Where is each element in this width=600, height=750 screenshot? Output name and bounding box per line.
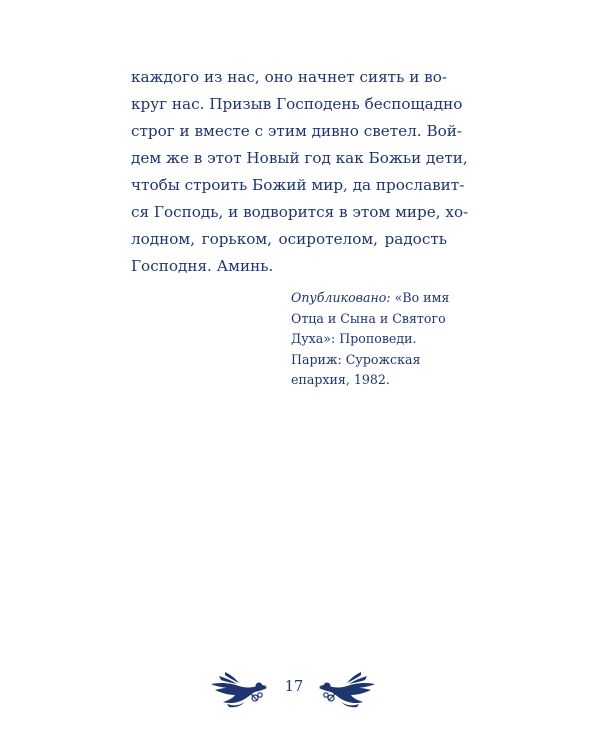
citation-line: Париж: Сурожская <box>291 351 421 367</box>
citation-line <box>291 288 461 309</box>
citation-title-start: «Во имя <box>390 290 450 305</box>
publication-note <box>291 288 461 391</box>
text-line: Господня. Аминь. <box>131 257 274 275</box>
page-footer <box>0 666 600 710</box>
text-line: чтобы строить Божий мир, да прославит- <box>131 176 465 194</box>
citation-label: Опубликовано: <box>291 290 391 305</box>
text-line: каждого из нас, оно начнет сиять и во- <box>131 68 447 86</box>
text-line: лодном, горьком, осиротелом, радость <box>131 230 447 248</box>
page-number: 17 <box>284 679 304 695</box>
sermon-text <box>131 64 469 280</box>
text-line: строг и вместе с этим дивно светел. Вой- <box>131 122 463 140</box>
citation-line: епархия, 1982. <box>291 372 390 387</box>
citation-line: Отца и Сына и Святого <box>291 310 446 326</box>
text-line: дем же в этот Новый год как Божьи дети, <box>131 149 468 167</box>
text-line: ся Господь, и водворится в этом мире, хо- <box>131 203 469 221</box>
text-line: круг нас. Призыв Господень беспощадно <box>131 95 463 113</box>
citation-line: Духа»: Проповеди. <box>291 331 417 346</box>
eagle-icon <box>207 666 271 710</box>
eagle-icon <box>315 666 379 710</box>
